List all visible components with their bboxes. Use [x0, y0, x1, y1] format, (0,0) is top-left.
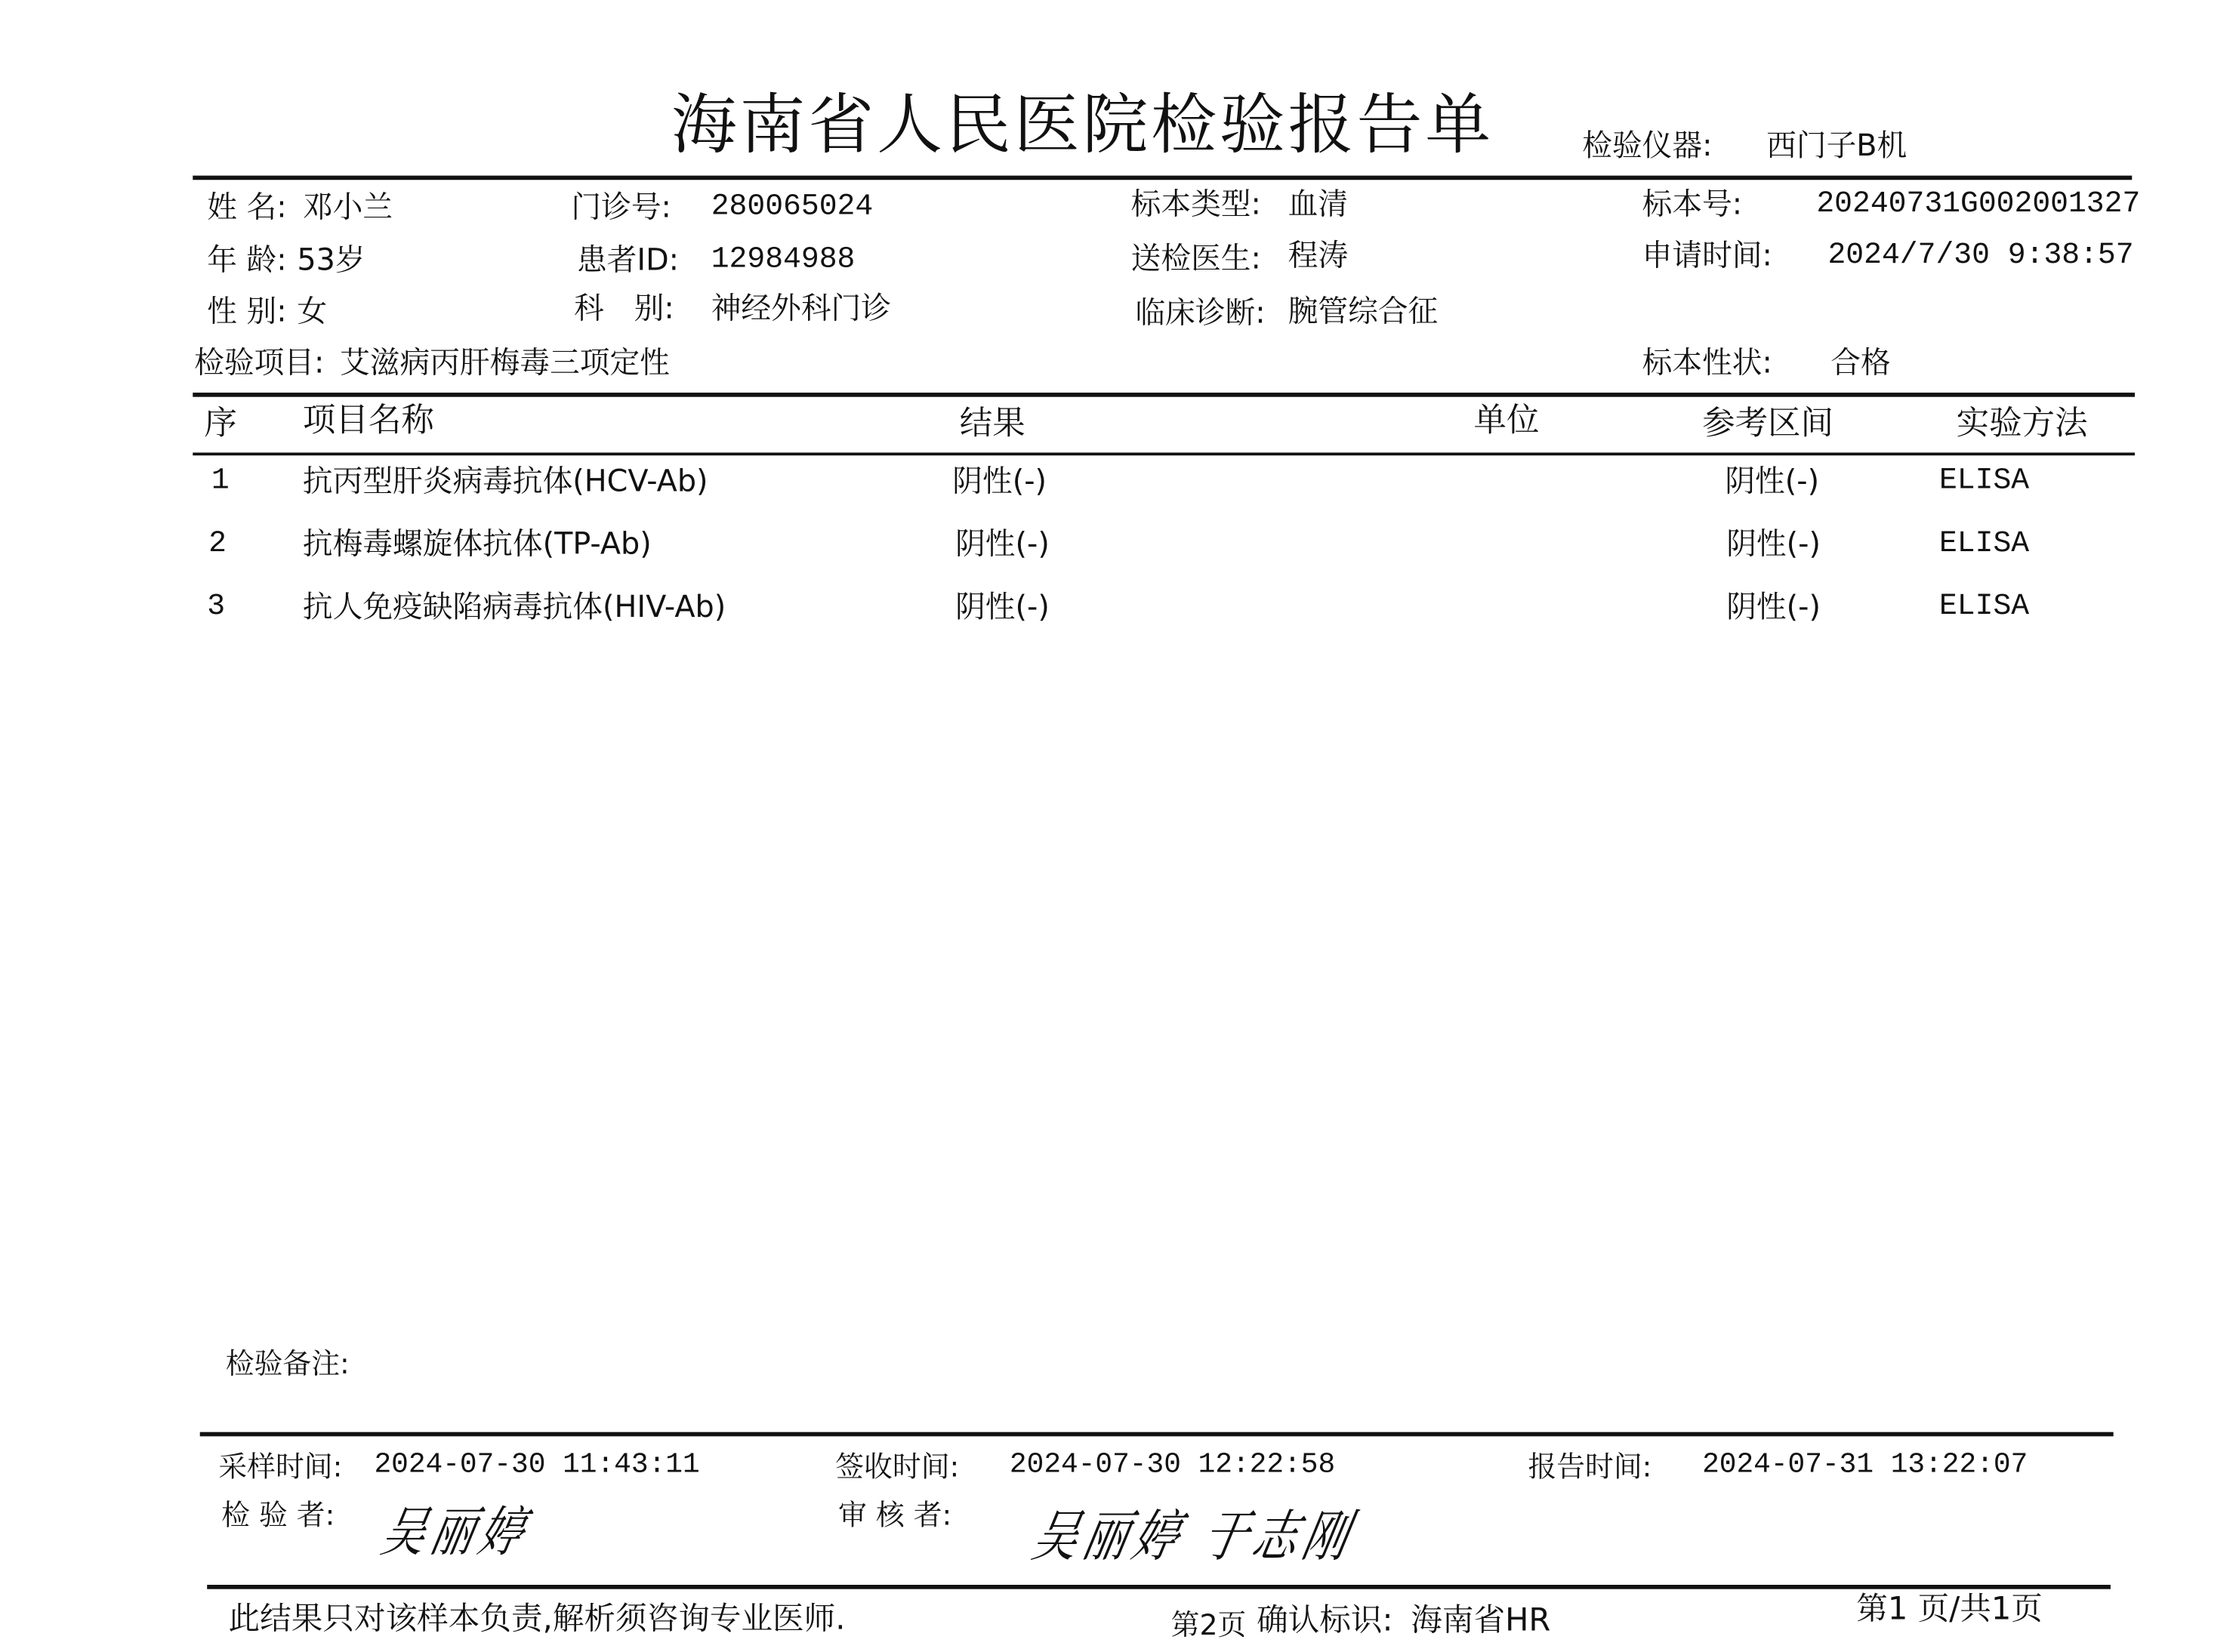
- diagnosis-label: 临床诊断:: [1135, 295, 1266, 330]
- request-time-label: 申请时间:: [1642, 238, 1772, 273]
- doctor-label: 送检医生:: [1130, 241, 1261, 276]
- row-item-name: 抗梅毒螺旋体抗体(TP-Ab): [302, 526, 652, 562]
- row-result: 阴性(-): [955, 589, 1050, 624]
- row-item-name: 抗人免疫缺陷病毒抗体(HIV-Ab): [302, 589, 726, 624]
- reviewer-signature: 吴丽婷 于志刚: [1027, 1505, 1361, 1570]
- sex-value: 女: [297, 294, 328, 328]
- tester-label: 检 验 者:: [221, 1497, 335, 1533]
- row-method: ELISA: [1938, 590, 2030, 624]
- tester-signature: 吴丽婷: [376, 1502, 535, 1565]
- specimen-condition-value: 合格: [1830, 345, 1891, 381]
- divider: [193, 393, 2135, 397]
- divider: [207, 1585, 2111, 1589]
- diagnosis-value: 腕管综合征: [1288, 294, 1439, 328]
- specimen-no-label: 标本号:: [1642, 186, 1743, 222]
- col-header-method: 实验方法: [1956, 405, 2088, 443]
- name-value: 邓小兰: [302, 190, 393, 224]
- col-header-reference: 参考区间: [1702, 405, 1834, 443]
- confirm-label: 确认标识:: [1257, 1603, 1393, 1639]
- outpatient-no-label: 门诊号:: [571, 190, 671, 224]
- disclaimer: 此结果只对该样本负责,解析须咨询专业医师.: [228, 1601, 846, 1638]
- test-item-value: 艾滋病丙肝梅毒三项定性: [340, 345, 670, 381]
- col-header-name: 项目名称: [302, 402, 434, 440]
- row-reference: 阴性(-): [1726, 589, 1821, 624]
- department-label: 科 别:: [574, 291, 674, 326]
- specimen-no-value: 20240731G002001327: [1816, 188, 2141, 222]
- row-result: 阴性(-): [955, 526, 1050, 562]
- request-time-value: 2024/7/30 9:38:57: [1827, 239, 2134, 273]
- patient-id-value: 12984988: [711, 244, 856, 277]
- doctor-value: 程涛: [1288, 238, 1349, 273]
- patient-id-label: 患者ID:: [576, 242, 680, 277]
- received-time-label: 签收时间:: [835, 1449, 960, 1484]
- page-overlap-text: 第2页: [1170, 1607, 1247, 1642]
- row-reference: 阴性(-): [1725, 464, 1820, 498]
- col-header-unit: 单位: [1473, 402, 1540, 440]
- row-reference: 阴性(-): [1726, 526, 1821, 562]
- row-method: ELISA: [1938, 528, 2030, 562]
- instrument-value: 西门子B机: [1766, 128, 1907, 163]
- outpatient-no-value: 280065024: [711, 191, 874, 224]
- specimen-type-label: 标本类型:: [1130, 186, 1261, 222]
- page-info: 第1 页/共1页: [1856, 1592, 2043, 1628]
- report-time-value: 2024-07-31 13:22:07: [1702, 1449, 2028, 1482]
- name-label: 姓 名:: [207, 190, 287, 224]
- divider: [193, 452, 2135, 455]
- col-header-result: 结果: [959, 405, 1025, 443]
- col-header-no: 序: [204, 405, 237, 443]
- reviewer-label: 审 核 者:: [838, 1497, 952, 1533]
- department-value: 神经外科门诊: [711, 291, 891, 326]
- sex-label: 性 别:: [207, 294, 287, 328]
- sampling-time-value: 2024-07-30 11:43:11: [374, 1449, 700, 1482]
- divider: [193, 176, 2132, 180]
- age-value: 53岁: [297, 242, 365, 277]
- age-label: 年 龄:: [207, 242, 287, 277]
- specimen-type-value: 血清: [1288, 186, 1349, 222]
- divider: [200, 1432, 2114, 1437]
- remarks-label: 检验备注:: [225, 1346, 350, 1381]
- instrument-label: 检验仪器:: [1582, 128, 1713, 163]
- report-time-label: 报告时间:: [1528, 1449, 1652, 1484]
- confirm-value: 海南省HR: [1411, 1603, 1551, 1639]
- row-no: 1: [211, 465, 230, 498]
- row-no: 2: [208, 528, 227, 562]
- row-no: 3: [207, 590, 226, 624]
- row-method: ELISA: [1938, 465, 2030, 498]
- sampling-time-label: 采样时间:: [218, 1449, 343, 1484]
- row-result: 阴性(-): [952, 464, 1047, 498]
- specimen-condition-label: 标本性状:: [1642, 345, 1772, 381]
- report-title: 海南省人民医院检验报告单: [671, 85, 1494, 163]
- received-time-value: 2024-07-30 12:22:58: [1009, 1449, 1336, 1482]
- row-item-name: 抗丙型肝炎病毒抗体(HCV-Ab): [302, 464, 708, 498]
- test-item-label: 检验项目:: [194, 345, 325, 381]
